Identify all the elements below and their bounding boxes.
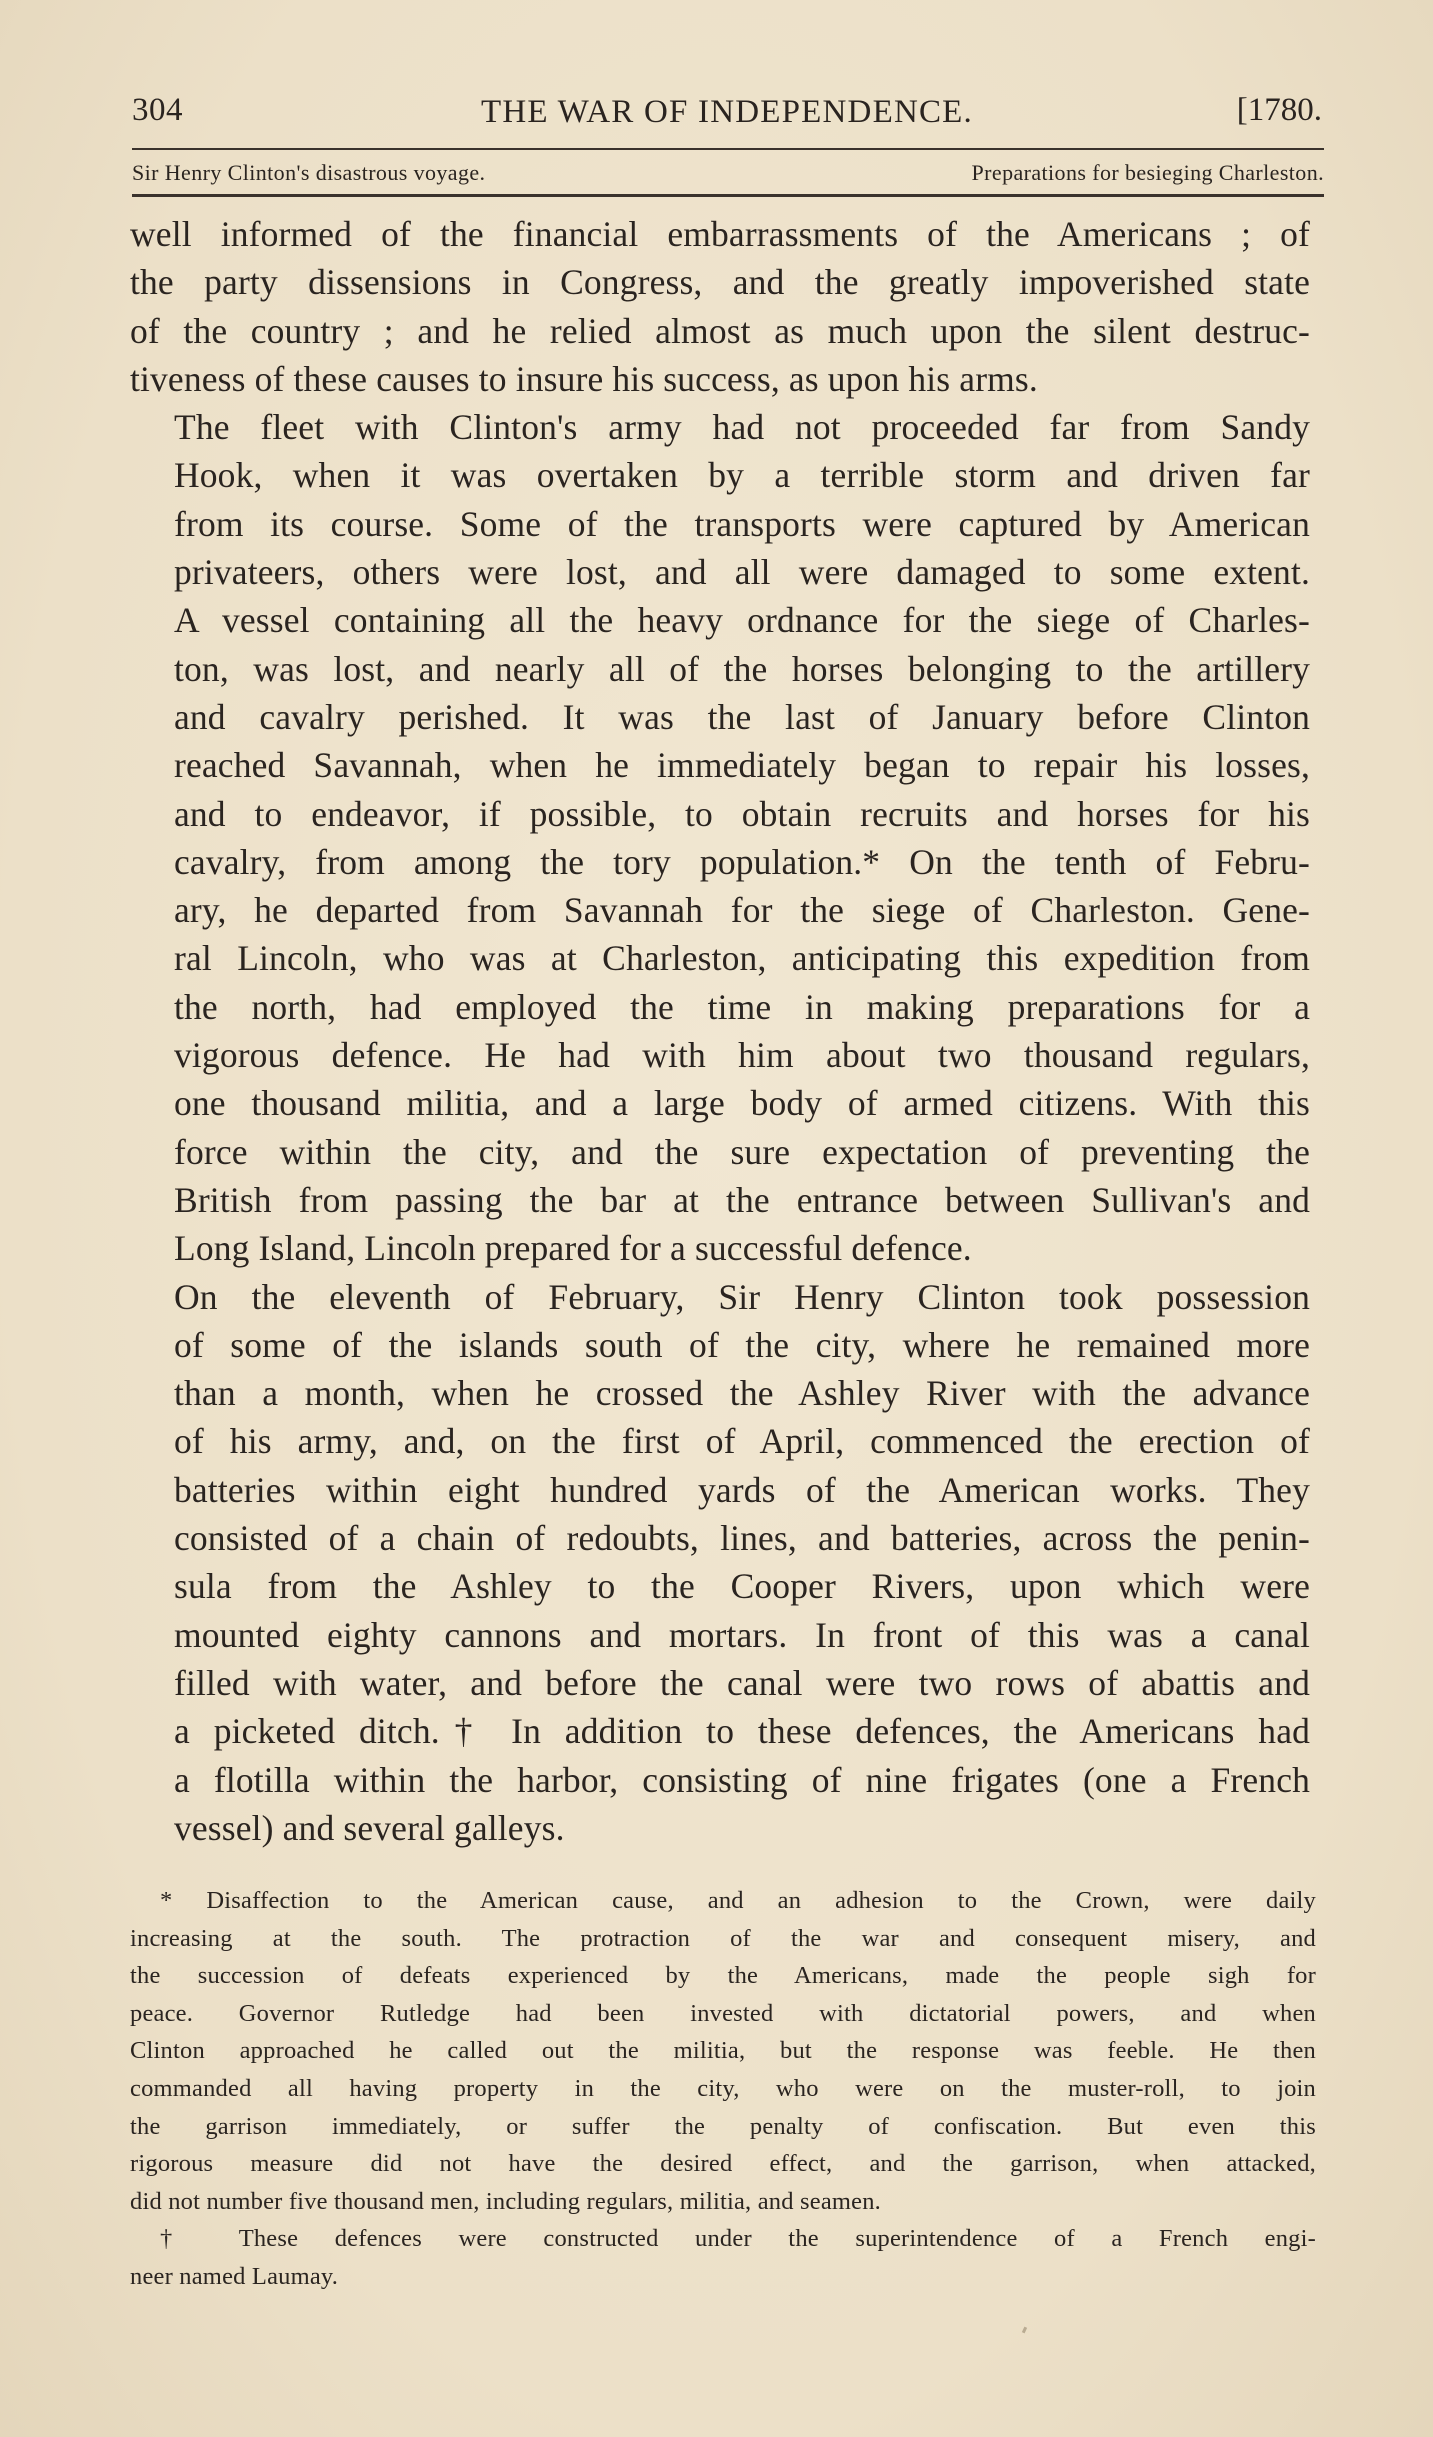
text-line: of some of the islands south of the city, where he remained more bbox=[174, 1324, 1310, 1365]
footnote-dagger bbox=[130, 2220, 1316, 2295]
subheader-rule bbox=[132, 194, 1324, 197]
footnotes bbox=[130, 1882, 1316, 2296]
text-line: a picketed ditch.† In addition to these defences, the Americans had bbox=[174, 1711, 1310, 1752]
paragraph bbox=[130, 403, 1310, 1272]
text-line: the party dissensions in Congress, and the greatly impoverished state bbox=[130, 262, 1310, 303]
footnote-line: * Disaffection to the American cause, and an adhesion to the Crown, were daily bbox=[160, 1887, 1316, 1914]
text-line: batteries within eight hundred yards of the American works. They bbox=[174, 1469, 1310, 1510]
text-line: filled with water, and before the canal were two rows of abattis and bbox=[174, 1662, 1310, 1703]
text-line: British from passing the bar at the entrance between Sullivan's and bbox=[174, 1179, 1310, 1220]
footnote-line: Clinton approached he called out the militia, but the response was feeble. He then bbox=[130, 2037, 1316, 2065]
text-line: cavalry, from among the tory population.* On the tenth of Febru- bbox=[174, 841, 1310, 882]
text-line: On the eleventh of February, Sir Henry Clinton took possession bbox=[174, 1276, 1310, 1317]
footnote-line: rigorous measure did not have the desired effect, and the garrison, when attacked, bbox=[130, 2150, 1316, 2178]
footnote-line: did not number five thousand men, including regulars, militia, and seamen. bbox=[130, 2187, 881, 2215]
text-line: of the country ; and he relied almost as much upon the silent destruc- bbox=[130, 310, 1310, 351]
text-line: one thousand militia, and a large body of armed citizens. With this bbox=[174, 1083, 1310, 1124]
text-line: Long Island, Lincoln prepared for a successful defence. bbox=[174, 1228, 972, 1269]
page-header bbox=[132, 92, 1322, 142]
text-line: the north, had employed the time in making preparations for a bbox=[174, 986, 1310, 1027]
text-line: A vessel containing all the heavy ordnance for the siege of Charles- bbox=[174, 600, 1310, 641]
footnote-line: increasing at the south. The protraction of the war and consequent misery, and bbox=[130, 1924, 1316, 1952]
text-line: well informed of the financial embarrassments of the Americans ; of bbox=[130, 214, 1310, 254]
text-line: ary, he departed from Savannah for the siege of Charleston. Gene- bbox=[174, 890, 1310, 931]
text-line: consisted of a chain of redoubts, lines, and batteries, across the penin- bbox=[174, 1518, 1310, 1559]
text-line: reached Savannah, when he immediately began to repair his losses, bbox=[174, 745, 1310, 786]
text-line: force within the city, and the sure expectation of preventing the bbox=[174, 1131, 1310, 1172]
footnote-line: the garrison immediately, or suffer the penalty of confiscation. But even this bbox=[130, 2112, 1316, 2140]
text-line: vigorous defence. He had with him about two thousand regulars, bbox=[174, 1035, 1310, 1076]
text-line: privateers, others were lost, and all were damaged to some extent. bbox=[174, 552, 1310, 593]
text-line: The fleet with Clinton's army had not proceeded far from Sandy bbox=[174, 407, 1310, 448]
text-line: sula from the Ashley to the Cooper Rivers, upon which were bbox=[174, 1566, 1310, 1607]
text-line: ton, was lost, and nearly all of the horses belonging to the artillery bbox=[174, 648, 1310, 689]
subheader bbox=[132, 160, 1324, 190]
paragraph bbox=[130, 1273, 1310, 1853]
footnote-line: the succession of defeats experienced by the Americans, made the people sigh for bbox=[130, 1962, 1316, 1990]
page-number: 304 bbox=[132, 92, 183, 128]
text-line: from its course. Some of the transports were captured by American bbox=[174, 503, 1310, 544]
text-line: tiveness of these causes to insure his success, as upon his arms. bbox=[130, 358, 1038, 399]
running-title: THE WAR OF INDEPENDENCE. bbox=[480, 94, 973, 130]
text-line: and cavalry perished. It was the last of January before Clinton bbox=[174, 696, 1310, 737]
text-line: vessel) and several galleys. bbox=[174, 1807, 565, 1848]
text-line: of his army, and, on the first of April, commenced the erection of bbox=[174, 1421, 1310, 1462]
paper-speck bbox=[1022, 2327, 1027, 2334]
subheader-left: Sir Henry Clinton's disastrous voyage. bbox=[132, 160, 486, 185]
footnote-line: † These defences were constructed under the superintendence of a French engi- bbox=[160, 2225, 1316, 2253]
text-line: than a month, when he crossed the Ashley River with the advance bbox=[174, 1373, 1310, 1414]
text-line: and to endeavor, if possible, to obtain recruits and horses for his bbox=[174, 793, 1310, 834]
text-line: Hook, when it was overtaken by a terrible storm and driven far bbox=[174, 455, 1310, 496]
paragraph bbox=[130, 210, 1310, 403]
text-line: mounted eighty cannons and mortars. In front of this was a canal bbox=[174, 1614, 1310, 1655]
footnote-asterisk bbox=[130, 1882, 1316, 2220]
body-text bbox=[130, 210, 1310, 1852]
header-rule bbox=[132, 148, 1324, 150]
footnote-line: neer named Laumay. bbox=[130, 2262, 339, 2290]
subheader-right: Preparations for besieging Charleston. bbox=[971, 160, 1324, 185]
text-line: ral Lincoln, who was at Charleston, anticipating this expedition from bbox=[174, 938, 1310, 979]
footnote-line: commanded all having property in the city, who were on the muster-roll, to join bbox=[130, 2074, 1316, 2102]
header-year: [1780. bbox=[1236, 92, 1322, 128]
footnote-line: peace. Governor Rutledge had been invested with dictatorial powers, and when bbox=[130, 1999, 1316, 2027]
text-line: a flotilla within the harbor, consisting of nine frigates (one a French bbox=[174, 1759, 1310, 1800]
